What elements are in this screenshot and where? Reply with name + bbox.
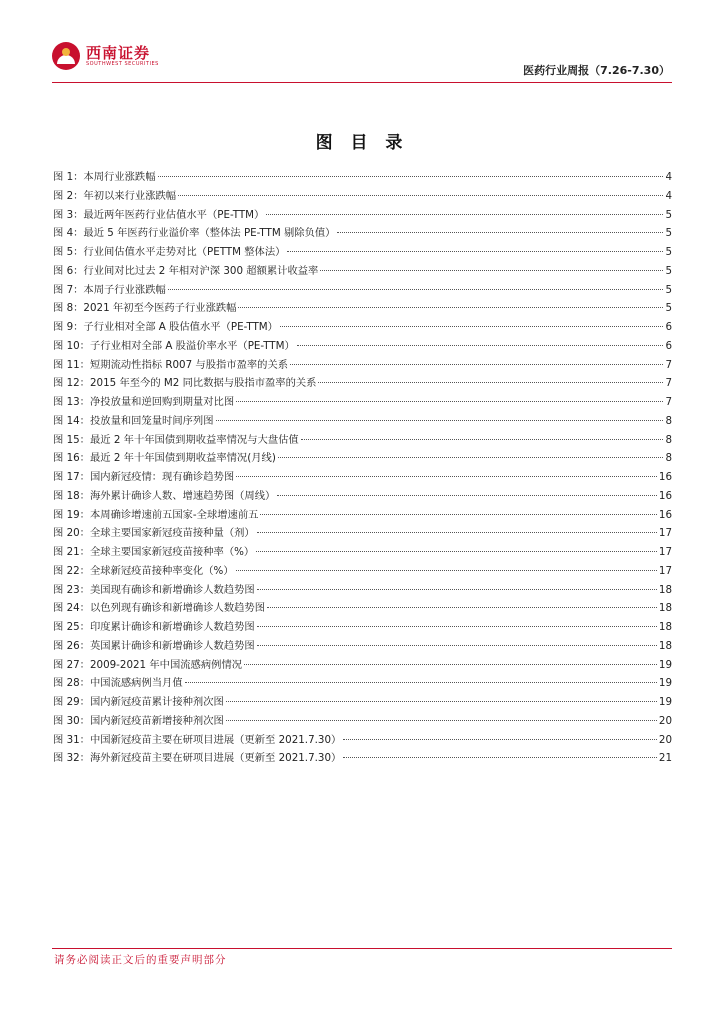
toc-entry[interactable]: [53, 712, 672, 731]
toc-entry[interactable]: [53, 243, 672, 262]
toc-entry[interactable]: [53, 693, 672, 712]
toc-dot-leader: [238, 307, 663, 308]
toc-dot-leader: [343, 757, 657, 758]
toc-entry-page: 6: [665, 321, 672, 333]
toc-title: 图 目 录: [315, 133, 409, 153]
toc-entry-label: 图 17：国内新冠疫情：现有确诊趋势图: [53, 471, 235, 483]
toc-dot-leader: [185, 682, 657, 683]
toc-entry-page: 7: [665, 396, 672, 408]
toc-entry-page: 5: [665, 264, 672, 277]
toc-entry[interactable]: [53, 524, 672, 543]
toc-entry[interactable]: [53, 299, 672, 318]
toc-entry-page: 5: [665, 246, 672, 258]
toc-entry-page: 8: [665, 452, 672, 465]
toc-entry-label: 图 27：2009-2021 年中国流感病例情况: [53, 658, 243, 671]
toc-dot-leader: [257, 532, 657, 533]
toc-dot-leader: [236, 570, 657, 571]
toc-entry-page: 8: [665, 414, 672, 427]
toc-dot-leader: [260, 514, 656, 515]
toc-dot-leader: [267, 607, 657, 608]
toc-entry-page: 20: [658, 714, 672, 727]
toc-dot-leader: [320, 270, 663, 271]
logo-english-name: SOUTHWEST SECURITIES: [86, 60, 159, 67]
toc-entry-page: 17: [658, 564, 672, 577]
toc-entry-page: 5: [665, 208, 672, 221]
toc-entry-label: 图 28：中国流感病例当月值: [53, 677, 183, 690]
toc-dot-leader: [216, 420, 664, 421]
toc-dot-leader: [226, 720, 657, 721]
footer-disclaimer: 请务必阅读正文后的重要声明部分: [54, 954, 227, 966]
toc-entry-label: 图 10：子行业相对全部 A 股溢价率水平（PE-TTM）: [53, 339, 295, 352]
toc-entry[interactable]: [53, 487, 672, 506]
toc-entry[interactable]: [53, 637, 672, 656]
toc-entry-label: 图 21：全球主要国家新冠疫苗接种率（%）: [53, 546, 255, 558]
toc-entry[interactable]: [53, 281, 672, 300]
table-of-figures: [53, 168, 672, 768]
toc-entry[interactable]: [53, 187, 672, 206]
report-title: 医药行业周报（7.26-7.30）: [523, 64, 670, 77]
toc-dot-leader: [278, 457, 664, 458]
toc-entry[interactable]: [53, 449, 672, 468]
toc-entry-label: 图 2：年初以来行业涨跌幅: [53, 189, 177, 202]
logo-chinese-name: 西南证券: [86, 43, 151, 62]
toc-entry-label: 图 8：2021 年初至今医药子行业涨跌幅: [53, 302, 237, 315]
toc-entry-label: 图 26：英国累计确诊和新增确诊人数趋势图: [53, 639, 255, 652]
toc-entry-label: 图 4：最近 5 年医药行业溢价率（整体法 PE-TTM 剔除负值）: [53, 227, 336, 240]
toc-entry[interactable]: [53, 506, 672, 525]
toc-entry[interactable]: [53, 599, 672, 618]
toc-entry-label: 图 20：全球主要国家新冠疫苗接种量（剂）: [53, 527, 255, 540]
toc-entry[interactable]: [53, 431, 672, 450]
toc-entry-label: 图 30：国内新冠疫苗新增接种剂次图: [53, 714, 224, 727]
toc-entry-page: 21: [658, 752, 672, 765]
logo-emblem-icon: [52, 42, 80, 70]
toc-entry[interactable]: [53, 356, 672, 375]
toc-dot-leader: [318, 382, 663, 383]
toc-entry-label: 图 16：最近 2 年十年国债到期收益率情况(月线): [53, 452, 276, 465]
toc-entry[interactable]: [53, 412, 672, 431]
toc-entry-label: 图 24：以色列现有确诊和新增确诊人数趋势图: [53, 602, 266, 615]
toc-dot-leader: [297, 345, 664, 346]
toc-entry[interactable]: [53, 562, 672, 581]
toc-entry-page: 16: [658, 471, 672, 483]
toc-entry-page: 5: [665, 283, 672, 296]
toc-entry-label: 图 18：海外累计确诊人数、增速趋势图（周线）: [53, 489, 276, 502]
toc-dot-leader: [236, 476, 657, 477]
toc-entry-page: 16: [658, 508, 672, 521]
toc-entry-label: 图 22：全球新冠疫苗接种率变化（%）: [53, 564, 234, 577]
toc-entry-label: 图 29：国内新冠疫苗累计接种剂次图: [53, 696, 224, 708]
toc-entry-label: 图 23：美国现有确诊和新增确诊人数趋势图: [53, 583, 255, 596]
toc-entry-page: 8: [665, 433, 672, 446]
toc-entry-page: 5: [665, 302, 672, 315]
toc-entry-page: 20: [658, 733, 672, 746]
toc-entry[interactable]: [53, 618, 672, 637]
toc-dot-leader: [257, 626, 657, 627]
toc-entry-page: 7: [665, 377, 672, 390]
footer-divider: [52, 948, 672, 949]
toc-entry-page: 19: [658, 696, 672, 708]
toc-dot-leader: [337, 232, 663, 233]
toc-entry-page: 18: [658, 621, 672, 633]
toc-entry-label: 图 9：子行业相对全部 A 股估值水平（PE-TTM）: [53, 321, 278, 333]
toc-entry-label: 图 5：行业间估值水平走势对比（PETTM 整体法）: [53, 246, 286, 258]
toc-entry-label: 图 15：最近 2 年十年国债到期收益率情况与大盘估值: [53, 433, 299, 446]
toc-dot-leader: [301, 439, 664, 440]
toc-dot-leader: [236, 401, 663, 402]
toc-entry-label: 图 25：印度累计确诊和新增确诊人数趋势图: [53, 621, 255, 633]
toc-dot-leader: [178, 195, 663, 196]
toc-entry-page: 6: [665, 339, 672, 352]
toc-dot-leader: [158, 176, 664, 177]
toc-entry[interactable]: [53, 262, 672, 281]
toc-dot-leader: [226, 701, 657, 702]
toc-entry-label: 图 1：本周行业涨跌幅: [53, 171, 156, 183]
toc-entry[interactable]: [53, 656, 672, 675]
toc-entry-page: 19: [658, 677, 672, 690]
header-divider: [52, 82, 672, 83]
toc-entry[interactable]: [53, 224, 672, 243]
toc-dot-leader: [257, 645, 657, 646]
toc-entry-page: 4: [665, 171, 672, 183]
toc-entry-page: 4: [665, 189, 672, 202]
toc-entry-page: 16: [658, 489, 672, 502]
toc-entry-page: 19: [658, 658, 672, 671]
toc-entry[interactable]: [53, 168, 672, 187]
toc-entry[interactable]: [53, 674, 672, 693]
toc-dot-leader: [280, 326, 664, 327]
toc-entry-page: 5: [665, 227, 672, 240]
toc-entry-label: 图 3：最近两年医药行业估值水平（PE-TTM）: [53, 208, 265, 221]
toc-entry-label: 图 13：净投放量和逆回购到期量对比图: [53, 396, 235, 408]
toc-entry[interactable]: [53, 374, 672, 393]
toc-entry-label: 图 11：短期流动性指标 R007 与股指市盈率的关系: [53, 358, 289, 371]
toc-dot-leader: [266, 214, 663, 215]
company-logo: [52, 42, 159, 70]
toc-entry-page: 18: [658, 583, 672, 596]
toc-entry-label: 图 12：2015 年至今的 M2 同比数据与股指市盈率的关系: [53, 377, 317, 390]
toc-dot-leader: [277, 495, 657, 496]
page-header: [52, 38, 672, 82]
toc-entry-label: 图 32：海外新冠疫苗主要在研项目进展（更新至 2021.7.30）: [53, 752, 342, 765]
toc-entry[interactable]: [53, 468, 672, 487]
toc-dot-leader: [168, 289, 664, 290]
toc-entry-page: 17: [658, 546, 672, 558]
toc-dot-leader: [257, 589, 657, 590]
toc-entry[interactable]: [53, 731, 672, 750]
toc-entry-label: 图 31：中国新冠疫苗主要在研项目进展（更新至 2021.7.30）: [53, 733, 342, 746]
toc-dot-leader: [244, 664, 657, 665]
toc-entry[interactable]: [53, 337, 672, 356]
toc-entry[interactable]: [53, 318, 672, 337]
toc-entry-page: 18: [658, 639, 672, 652]
toc-dot-leader: [290, 364, 663, 365]
toc-entry[interactable]: [53, 206, 672, 225]
toc-entry[interactable]: [53, 393, 672, 412]
toc-dot-leader: [287, 251, 663, 252]
toc-entry[interactable]: [53, 581, 672, 600]
toc-entry-page: 17: [658, 527, 672, 540]
toc-entry[interactable]: [53, 749, 672, 768]
toc-entry-label: 图 6：行业间对比过去 2 年相对沪深 300 超额累计收益率: [53, 264, 319, 277]
toc-entry-page: 7: [665, 358, 672, 371]
toc-entry[interactable]: [53, 543, 672, 562]
toc-dot-leader: [343, 739, 657, 740]
toc-dot-leader: [256, 551, 657, 552]
toc-entry-label: 图 7：本周子行业涨跌幅: [53, 283, 166, 296]
toc-entry-label: 图 19：本周确诊增速前五国家-全球增速前五: [53, 508, 259, 521]
toc-entry-label: 图 14：投放量和回笼量时间序列图: [53, 414, 214, 427]
toc-entry-page: 18: [658, 602, 672, 615]
